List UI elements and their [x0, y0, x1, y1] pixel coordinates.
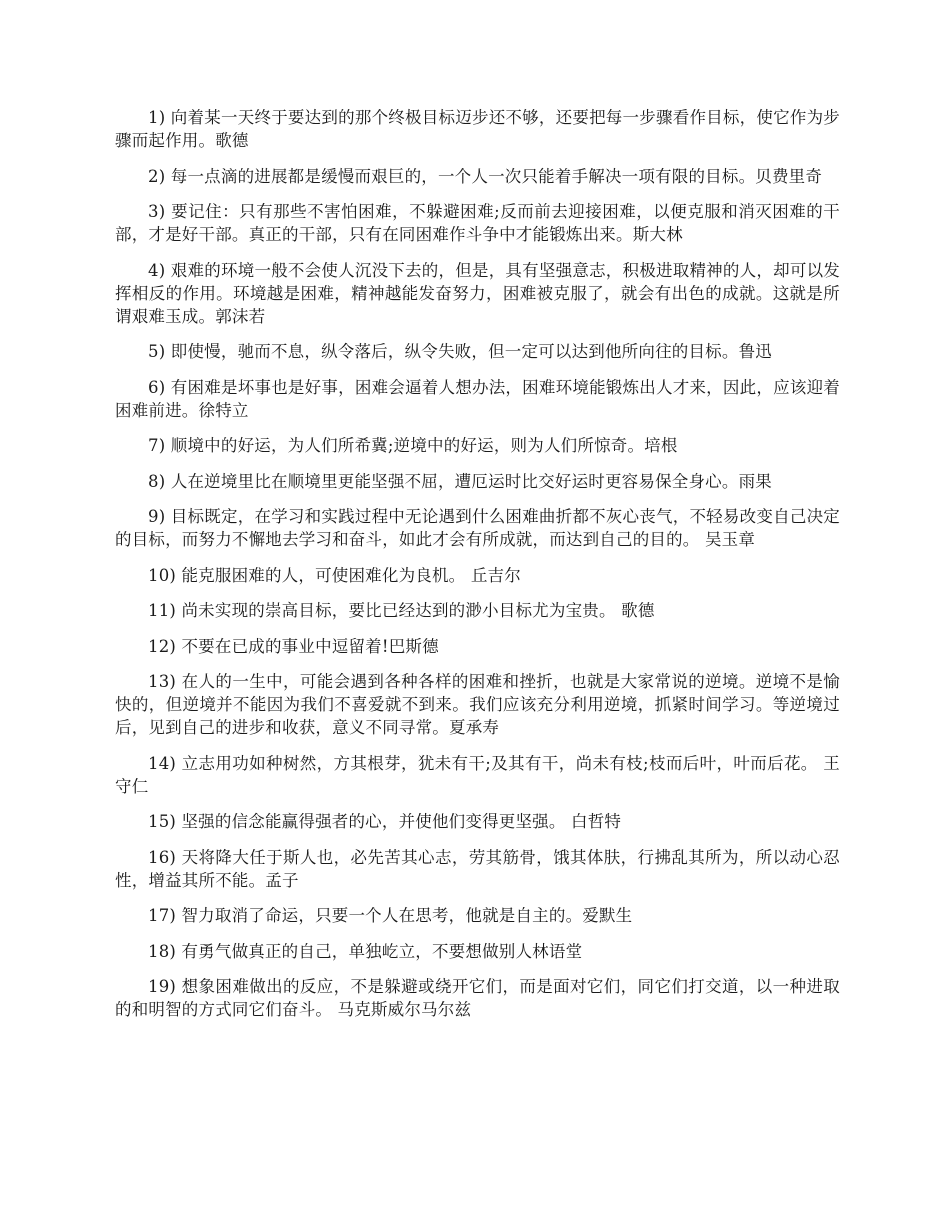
quote-paragraph: 12) 不要在已成的事业中逗留着!巴斯德: [148, 636, 439, 656]
quote-paragraph: 11) 尚未实现的崇高目标，要比已经达到的渺小目标尤为宝贵。 歌德: [148, 601, 655, 620]
quote-paragraph: 4) 艰难的环境一般不会使人沉没下去的，但是，具有坚强意志，积极进取精神的人，却可以发挥相反的作用。环境越是困难，精神越能发奋努力，困难被克服了，就会有出色的成就。这就是所谓艰难玉成。郭沫若: [115, 260, 840, 326]
quote-paragraph: 1) 向着某一天终于要达到的那个终极目标迈步还不够，还要把每一步骤看作目标，使它作为步骤而起作用。歌德: [115, 108, 840, 150]
quote-paragraph: 10) 能克服困难的人，可使困难化为良机。 丘吉尔: [148, 565, 521, 585]
quote-paragraph: 17) 智力取消了命运，只要一个人在思考，他就是自主的。爱默生: [148, 906, 633, 925]
quote-paragraph: 13) 在人的一生中，可能会遇到各种各样的困难和挫折，也就是大家常说的逆境。逆境不是愉快的，但逆境并不能因为我们不喜爱就不到来。我们应该充分利用逆境，抓紧时间学习。等逆境过后，见到自己的进步和收获，意义不同寻常。夏承寿: [115, 672, 840, 737]
quote-paragraph: 18) 有勇气做真正的自己，单独屹立，不要想做别人林语堂: [148, 941, 583, 961]
quote-paragraph: 3) 要记住：只有那些不害怕困难，不躲避困难;反而前去迎接困难，以便克服和消灭困难的干部，才是好干部。真正的干部，只有在同困难作斗争中才能锻炼出来。斯大林: [115, 202, 840, 244]
quote-paragraph: 9) 目标既定，在学习和实践过程中无论遇到什么困难曲折都不灰心丧气，不轻易改变自己决定的目标，而努力不懈地去学习和奋斗，如此才会有所成就，而达到自己的目的。 吴玉章: [115, 507, 840, 549]
quote-paragraph: 6) 有困难是坏事也是好事，困难会逼着人想办法，困难环境能锻炼出人才来，因此，应该迎着困难前进。徐特立: [115, 377, 840, 420]
quote-paragraph: 14) 立志用功如种树然，方其根芽，犹未有干;及其有干，尚未有枝;枝而后叶，叶而后花。 王守仁: [115, 753, 840, 796]
document-body: [115, 106, 840, 1034]
quote-paragraph: 19) 想象困难做出的反应，不是躲避或绕开它们，而是面对它们，同它们打交道，以一种进取的和明智的方式同它们奋斗。 马克斯威尔马尔兹: [115, 977, 840, 1019]
quote-paragraph: 15) 坚强的信念能赢得强者的心，并使他们变得更坚强。 白哲特: [148, 812, 622, 831]
quote-paragraph: 5) 即使慢，驰而不息，纵令落后，纵令失败，但一定可以达到他所向往的目标。鲁迅: [148, 342, 772, 361]
quote-paragraph: 8) 人在逆境里比在顺境里更能坚强不屈，遭厄运时比交好运时更容易保全身心。雨果: [148, 471, 772, 491]
quote-paragraph: 2) 每一点滴的进展都是缓慢而艰巨的，一个人一次只能着手解决一项有限的目标。贝费里奇: [148, 166, 823, 186]
quote-paragraph: 7) 顺境中的好运，为人们所希冀;逆境中的好运，则为人们所惊奇。培根: [148, 436, 678, 455]
quote-paragraph: 16) 天将降大任于斯人也，必先苦其心志，劳其筋骨，饿其体肤，行拂乱其所为，所以动心忍性，增益其所不能。孟子: [115, 847, 840, 890]
